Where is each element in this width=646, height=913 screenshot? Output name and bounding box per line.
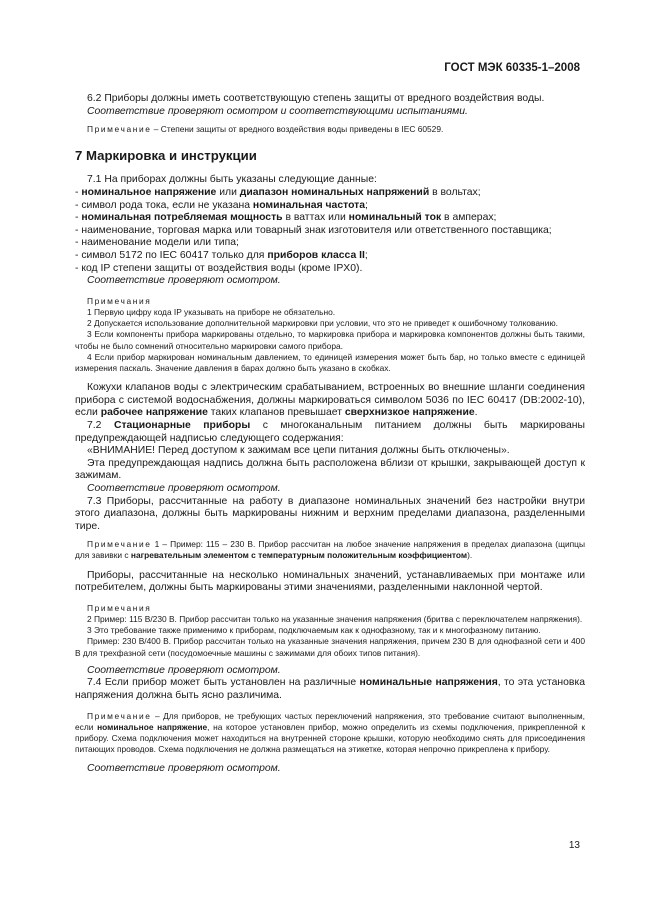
notes-label-7-3: Примечания [87,602,152,613]
note-label: Примечание [87,124,152,135]
clause-7-3: 7.3 Приборы, рассчитанные на работу в диапазоне номинальных значений без настройки внутри этого диапазона, должны быть маркированы нижним и верхним пределами диапазона, разделенными тире. [75,495,585,532]
clause-6-2: 6.2 Приборы должны иметь соответствующую степень защиты от вредного воздействия воды. [87,93,545,104]
compliance-7-2: Соответствие проверяют осмотром. [87,482,281,494]
note-7-1-2: 2 Допускается использование дополнительной маркировки при условии, что это не приведет к ошибочному толкованию. [87,318,558,329]
list-item-current-symbol: - символ рода тока, если не указана номинальная частота; [75,199,368,211]
note-7-3-3-example: Пример: 230 В/400 В. Прибор рассчитан только на указанные значения напряжения, причем 230 В для однофазной сети и 400 В для трехфазной сети (посудомоечные машины с зажимами для обоих типов питания). [75,636,585,658]
compliance-7-3: Соответствие проверяют осмотром. [87,664,281,676]
standard-header: ГОСТ МЭК 60335-1–2008 [444,62,580,74]
multi-voltage-paragraph: Приборы, рассчитанные на несколько номинальных значений, устанавливаемых при монтаже или потребителем, должны быть маркированы этими значениями, разделенными наклонной чертой. [75,569,585,594]
compliance-6-2: Соответствие проверяют осмотром и соответствующими испытаниями. [87,105,468,117]
page-number: 13 [568,840,580,851]
clause-7-2: 7.2 Стационарные приборы с многоканальным питанием должны быть маркированы предупреждающей надписью следующего содержания: [75,419,585,444]
note-text: – Степени защиты от вредного воздействия воды приведены в IEC 60529. [151,124,444,135]
list-item-ip-code: - код IP степени защиты от воздействия воды (кроме IPX0). [75,262,363,274]
list-item-model: - наименование модели или типа; [75,237,239,249]
notes-label-7-1: Примечания [87,295,152,306]
warning-text: «ВНИМАНИЕ! Перед доступом к зажимам все цепи питания должны быть отключены». [87,445,510,457]
note-7-3-1: Примечание 1 – Пример: 115 – 230 В. Прибор рассчитан на любое значение напряжения в пределах диапазона (щипцы для завивки с нагревательным элементом с температурным положительным коэффициентом). [75,539,585,561]
note-7-3-2: 2 Пример: 115 В/230 В. Прибор рассчитан только на указанные значения напряжения (бритва с переключателем напряжения). [87,614,583,625]
compliance-7-4: Соответствие проверяют осмотром. [87,763,281,775]
valves-paragraph: Кожухи клапанов воды с электрическим срабатыванием, встроенных во внешние шланги соединения прибора с системой водоснабжения, должны маркироваться символом 5036 по IEC 60417 (DB:2002-10), если рабочее напряжение таких клапанов превышает сверхнизкое напряжение. [75,382,585,419]
note-7-1-1: 1 Первую цифру кода IP указывать на приборе не обязательно. [87,306,336,317]
clause-7-4: 7.4 Если прибор может быть установлен на различные номинальные напряжения, то эта установка напряжения должна быть ясно различима. [75,677,585,702]
warning-location: Эта предупреждающая надпись должна быть расположена вблизи от крышки, закрывающей доступ к зажимам. [75,457,585,482]
note-7-1-3: 3 Если компоненты прибора маркированы отдельно, то маркировка прибора и маркировка компонентов должны быть такими, чтобы не было сомнений относительно маркировки самого прибора. [75,329,585,351]
note-7-1-4: 4 Если прибор маркирован номинальным давлением, то единицей измерения может быть бар, но только вместе с единицей измерения паскаль. Значение давления в барах должно быть указано в скобках. [75,351,585,373]
clause-7-1-intro: 7.1 На приборах должны быть указаны следующие данные: [87,174,377,186]
page-body [75,93,585,776]
note-7-3-3: 3 Это требование также применимо к приборам, подключаемым как к однофазному, так и к многофазному питанию. [87,625,541,636]
note-6-2 [75,124,585,135]
compliance-7-1: Соответствие проверяют осмотром. [87,275,281,287]
list-item-rated-voltage: - номинальное напряжение или диапазон номинальных напряжений в вольтах; [75,186,481,198]
list-item-manufacturer: - наименование, торговая марка или товарный знак изготовителя или ответственного поставщика; [75,224,552,236]
note-7-4: Примечание – Для приборов, не требующих частых переключений напряжения, это требование считают выполненным, если номинальное напряжение, на которое установлен прибор, можно определить из схемы подключения, прикрепленной к прибору. Схема подключения может находиться на внутренней стороне крышки, которую необходимо снять для присоединения питающих проводов. Схема подключения не должна размещаться на этикетке, которая непрочно прикреплена к прибору. [75,710,585,755]
list-item-power: - номинальная потребляемая мощность в ваттах или номинальный ток в амперах; [75,212,497,224]
section-7-title: 7 Маркировка и инструкции [75,148,257,164]
list-item-class-ii: - символ 5172 по IEC 60417 только для приборов класса II; [75,249,368,261]
